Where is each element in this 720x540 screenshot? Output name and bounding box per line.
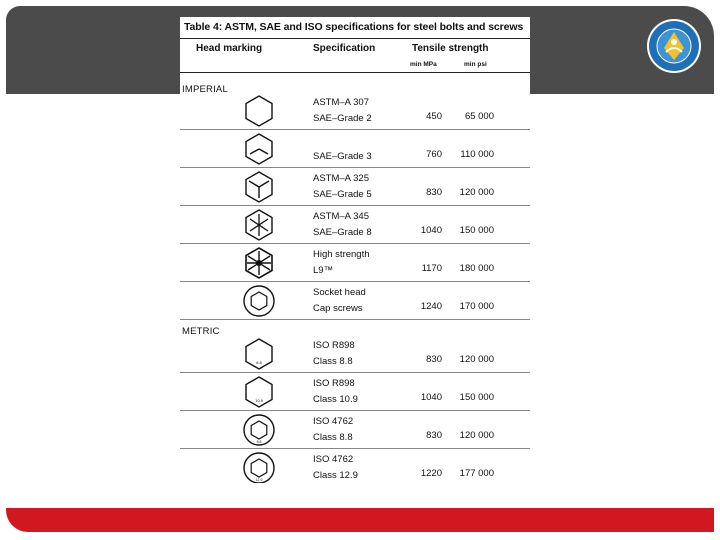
svg-text:8.8: 8.8 [256,360,262,365]
strength-mpa: 1040 [420,392,442,403]
spec-text: Socket head Cap screws [313,287,366,314]
strength-psi: 170 000 [459,301,494,312]
metric-socket-head-icon [242,451,276,483]
strength-psi: 110 000 [460,149,494,160]
table-title: Table 4: ASTM, SAE and ISO specifications for steel bolts and screws [184,21,524,33]
ministry-logo-icon [646,18,702,74]
table-row [180,282,530,318]
spec-text: ISO 4762 Class 8.8 [313,416,354,443]
table-row [180,92,530,128]
header-specification: Specification [313,43,376,54]
strength-mpa: 450 [426,111,442,122]
strength-psi: 150 000 [459,392,494,403]
strength-psi: 177 000 [459,468,494,479]
title-rule [180,38,530,39]
strength-mpa: 1220 [420,468,442,479]
strength-mpa: 760 [426,149,442,160]
metric-hex-head-icon [242,375,276,409]
unit-mpa: min MPa [410,61,437,68]
section-metric: METRIC [182,326,220,337]
strength-mpa: 1240 [420,301,442,312]
row-separator [180,319,530,320]
table-row [180,206,530,242]
strength-mpa: 830 [426,187,442,198]
table-row [180,130,530,166]
strength-psi: 180 000 [459,263,494,274]
spec-text: ASTM–A 307 SAE–Grade 2 [313,97,372,124]
table-row [180,244,530,280]
table-row [180,411,530,447]
spec-text: High strength L9™ [313,249,370,276]
table-row [180,168,530,204]
slide-footer-bar [6,508,714,532]
metric-hex-head-icon [242,337,276,371]
metric-socket-head-icon [242,413,276,447]
spec-text: ISO R898 Class 8.8 [313,340,355,367]
strength-psi: 65 000 [464,111,494,122]
three-line-hex-head-icon [242,170,276,204]
plain-hex-head-icon [242,94,276,128]
unit-psi: min psi [464,61,487,68]
strength-psi: 150 000 [459,225,494,236]
strength-psi: 120 000 [459,354,494,365]
header-head-marking: Head marking [196,43,263,54]
two-line-hex-head-icon [242,132,276,166]
six-line-hex-head-icon [242,208,276,242]
spec-text: ASTM–A 325 SAE–Grade 5 [313,173,372,200]
bolt-spec-table [180,17,530,483]
spec-text: ASTM–A 345 SAE–Grade 8 [313,211,372,238]
strength-mpa: 1170 [421,263,442,274]
table-row [180,335,530,371]
header-tensile-strength: Tensile strength [412,43,489,54]
spec-text: SAE–Grade 3 [313,151,372,162]
section-imperial: IMPERIAL [182,84,228,95]
strength-mpa: 1040 [420,225,442,236]
svg-text:12.9: 12.9 [255,478,263,482]
header-rule [180,72,530,73]
strength-mpa: 830 [426,354,442,365]
strength-psi: 120 000 [459,187,494,198]
strength-mpa: 830 [426,430,442,441]
socket-head-icon [242,284,276,318]
svg-text:10.9: 10.9 [255,398,263,403]
strength-psi: 120 000 [459,430,494,441]
table-row [180,373,530,409]
svg-text:8.8: 8.8 [256,440,262,444]
starburst-hex-head-icon [242,246,276,280]
table-row [180,449,530,483]
spec-text: ISO R898 Class 10.9 [313,378,358,405]
spec-text: ISO 4762 Class 12.9 [313,454,358,481]
